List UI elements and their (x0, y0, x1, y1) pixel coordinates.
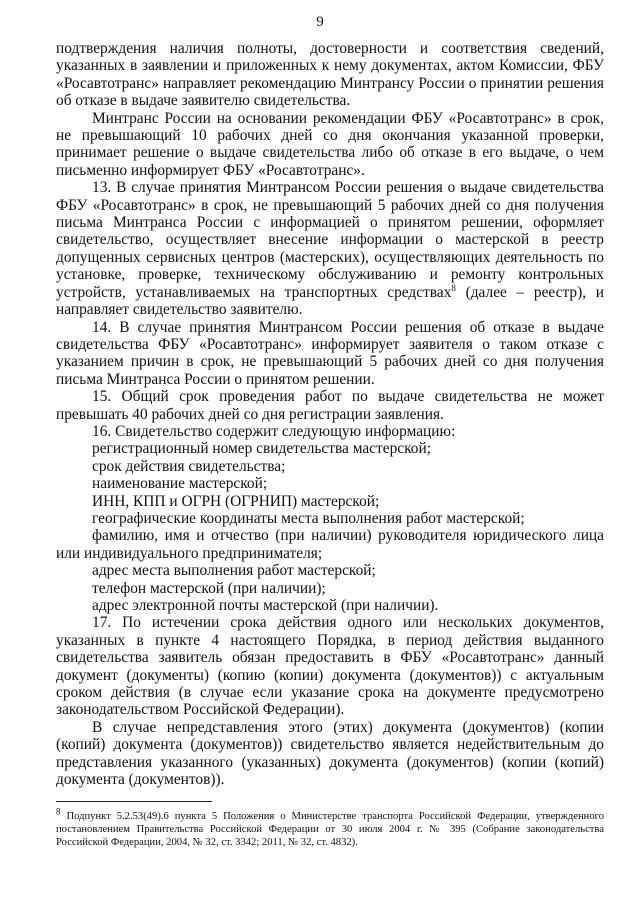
list-item: адрес места выполнения работ мастерской; (92, 562, 376, 580)
list-item: адрес электронной почты мастерской (при наличии). (92, 597, 439, 614)
footnote-text: Подпункт 5.2.53(49).6 пункта 5 Положения о Министерстве транспорта Российской Федерации, утвержденного постановлением Правительства Российской Федерации от 30 июля 2004 г. № 395 (Собрание законодательства Российской Федерации, 2004, № 32, ст. 3342; 2011, № 32, ст. 4832). (56, 811, 604, 849)
item-13-text: 13. В случае принятия Минтрансом России решения о выдаче свидетельства ФБУ «Росавтотранс» в срок, не превышающий 5 рабочих дней со дня получения письма Минтранса России с информацией о принятом решении, оформляет свидетельство, осуществляет внесение информации о мастерской в реестр допущенных сервисных центров (мастерских), осуществляющих деятельность по установке, проверке, техническому обслуживанию и ремонту контрольных устройств, устанавливаемых на транспортных средствах (56, 179, 604, 301)
list-item: наименование мастерской; (92, 475, 268, 493)
list-item: географические координаты места выполнения работ мастерской; (92, 509, 525, 527)
paragraph-item-14: 14. В случае принятия Минтрансом России решения об отказе в выдаче свидетельства ФБУ «Росавтотранс» информирует заявителя о таком отказе с указанием причин в срок, не превышающий 5 рабочих дней со дня получения письма Минтранса России о принятом решении. (56, 318, 604, 388)
paragraph-item-16: 16. Свидетельство содержит следующую информацию: (92, 422, 456, 440)
paragraph-item-15: 15. Общий срок проведения работ по выдаче свидетельства не может превышать 40 рабочих дней со дня регистрации заявления. (56, 388, 604, 423)
paragraph-mintrans-decision: Минтранс России на основании рекомендации ФБУ «Росавтотранс» в срок, не превышающий 10 рабочих дней со дня окончания указанной проверки, принимает решение о выдаче свидетельства либо об отказе в его выдаче, о чем письменно информирует ФБУ «Росавтотранс». (56, 109, 604, 179)
footnote-divider (56, 801, 212, 802)
page-number: 9 (316, 14, 324, 30)
list-item: ИНН, КПП и ОГРН (ОГРНИП) мастерской; (92, 492, 380, 510)
paragraph-item-13 (56, 179, 604, 318)
body-text (56, 40, 604, 788)
footnote (56, 806, 604, 850)
paragraph-non-submission: В случае непредставления этого (этих) документа (документов) (копии (копий) документа (документов)) свидетельство является недействительным до представления указанного (указанных) документа (документов) (копии (копий) документа (документов)). (56, 718, 604, 789)
paragraph-item-17: 17. По истечении срока действия одного или нескольких документов, указанных в пункте 4 настоящего Порядка, в период действия выданного свидетельства заявитель обязан предоставить в ФБУ «Росавтотранс» данный документ (документы) (копию (копии) документа (документов)) с актуальным сроком действия (в случае если указание срока на документе предусмотрено законодательством Российской Федерации). (56, 614, 604, 719)
list-item: телефон мастерской (при наличии); (92, 579, 326, 597)
list-item: срок действия свидетельства; (92, 457, 286, 475)
paragraph-continuation: подтверждения наличия полноты, достоверности и соответствия сведений, указанных в заявлении и приложенных к нему документах, актом Комиссии, ФБУ «Росавтотранс» направляет рекомендацию Минтрансу России о принятии решения об отказе в выдаче заявителю свидетельства. (56, 40, 604, 110)
list-item: регистрационный номер свидетельства мастерской; (92, 440, 431, 458)
item-13-tail: (далее – реестр), и направляет свидетельство заявителю. (56, 283, 604, 319)
footnote-marker: 8 (56, 806, 61, 817)
footnote-reference: 8 (451, 282, 456, 293)
list-item: фамилию, имя и отчество (при наличии) руководителя юридического лица или индивидуального предпринимателя; (56, 527, 604, 562)
